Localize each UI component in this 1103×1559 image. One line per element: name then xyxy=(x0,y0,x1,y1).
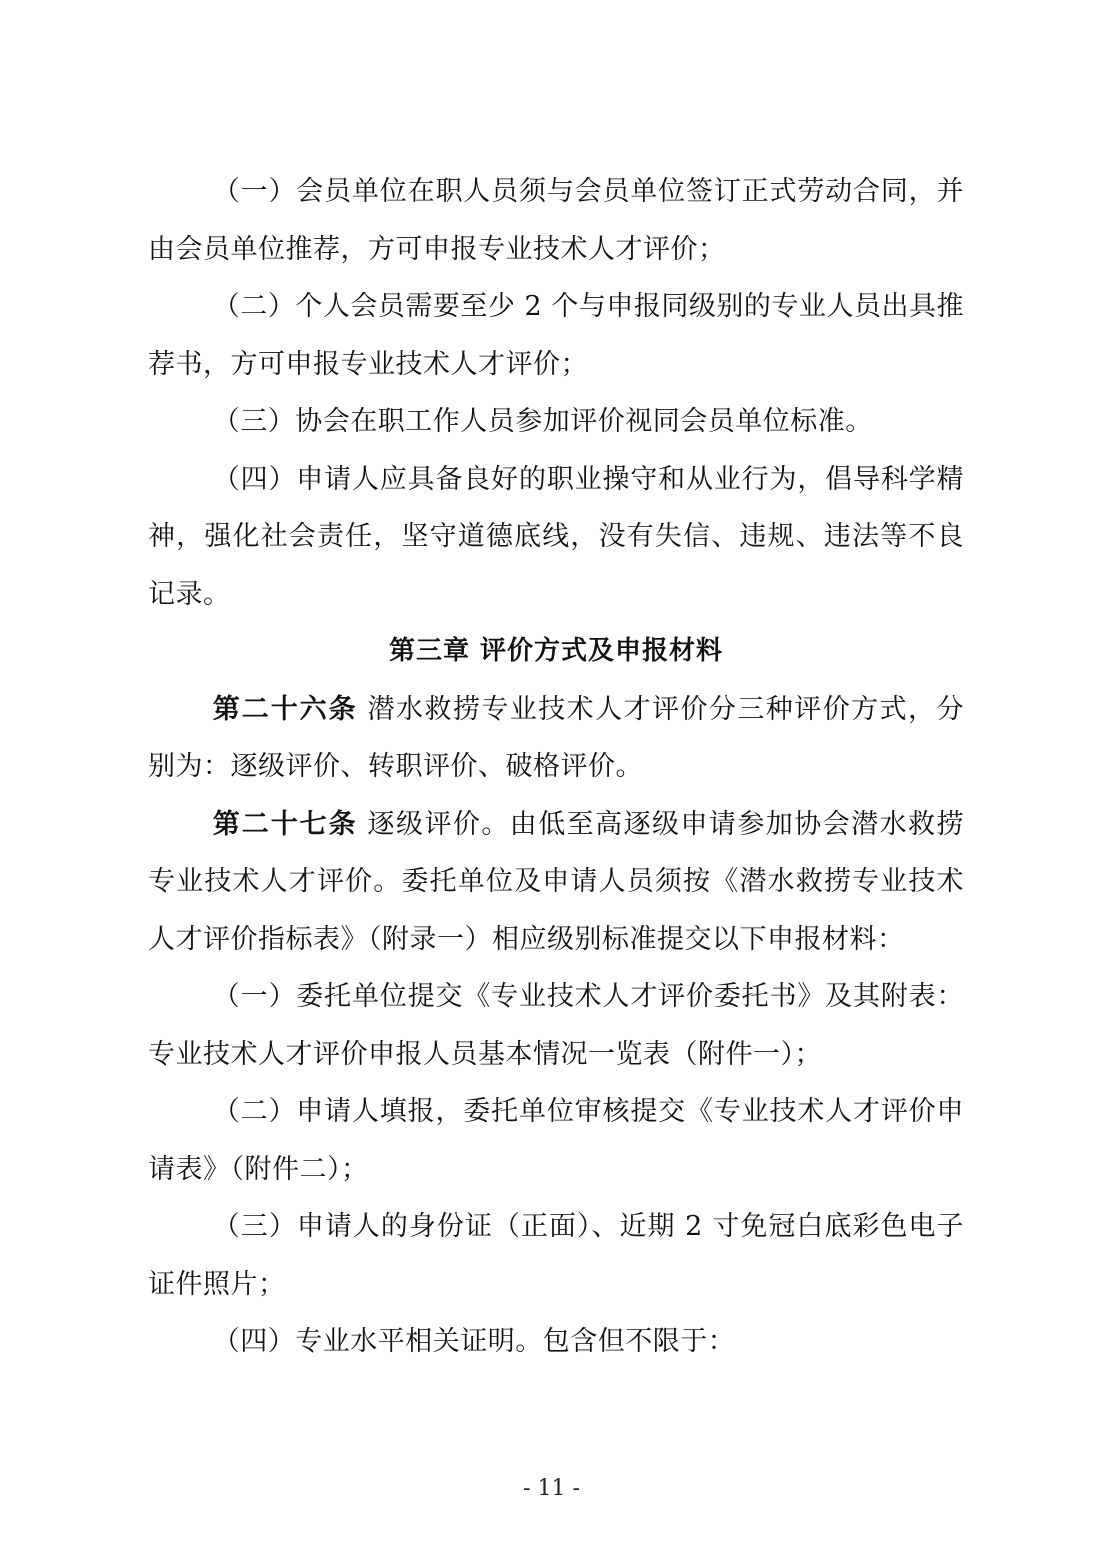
article-26-paragraph xyxy=(148,681,964,796)
material-2-paragraph: （二）申请人填报，委托单位审核提交《专业技术人才评价申请表》（附件二）； xyxy=(148,1096,964,1185)
chapter-heading: 第三章 评价方式及申报材料 xyxy=(388,636,724,666)
article-27-body: 逐级评价。由低至高逐级申请参加协会潜水救捞专业技术人才评价。委托单位及申请人员须按《潜水救捞专业技术人才评价指标表》（附录一）相应级别标准提交以下申报材料： xyxy=(148,808,964,955)
article-26-body: 潜水救捞专业技术人才评价分三种评价方式，分别为：逐级评价、转职评价、破格评价。 xyxy=(148,693,964,782)
article-27-heading: 第二十七条 xyxy=(212,808,358,840)
page-number: - 11 - xyxy=(523,1476,580,1501)
page-body xyxy=(148,163,964,1371)
material-4-paragraph: （四）专业水平相关证明。包含但不限于： xyxy=(212,1326,736,1357)
clause-3-paragraph: （三）协会在职工作人员参加评价视同会员单位标准。 xyxy=(212,406,873,437)
clause-4-paragraph: （四）申请人应具备良好的职业操守和从业行为，倡导科学精神，强化社会责任，坚守道德底线，没有失信、违规、违法等不良记录。 xyxy=(148,463,964,610)
material-3-paragraph: （三）申请人的身份证（正面）、近期 2 寸免冠白底彩色电子证件照片； xyxy=(148,1211,964,1300)
clause-2-paragraph: （二）个人会员需要至少 2 个与申报同级别的专业人员出具推荐书，方可申报专业技术人才评价； xyxy=(148,291,964,380)
clause-1-paragraph: （一）会员单位在职人员须与会员单位签订正式劳动合同，并由会员单位推荐，方可申报专业技术人才评价； xyxy=(148,176,964,265)
material-1-paragraph: （一）委托单位提交《专业技术人才评价委托书》及其附表：专业技术人才评价申报人员基本情况一览表（附件一）； xyxy=(148,981,964,1070)
article-26-heading: 第二十六条 xyxy=(212,693,358,725)
article-27-paragraph xyxy=(148,796,964,969)
